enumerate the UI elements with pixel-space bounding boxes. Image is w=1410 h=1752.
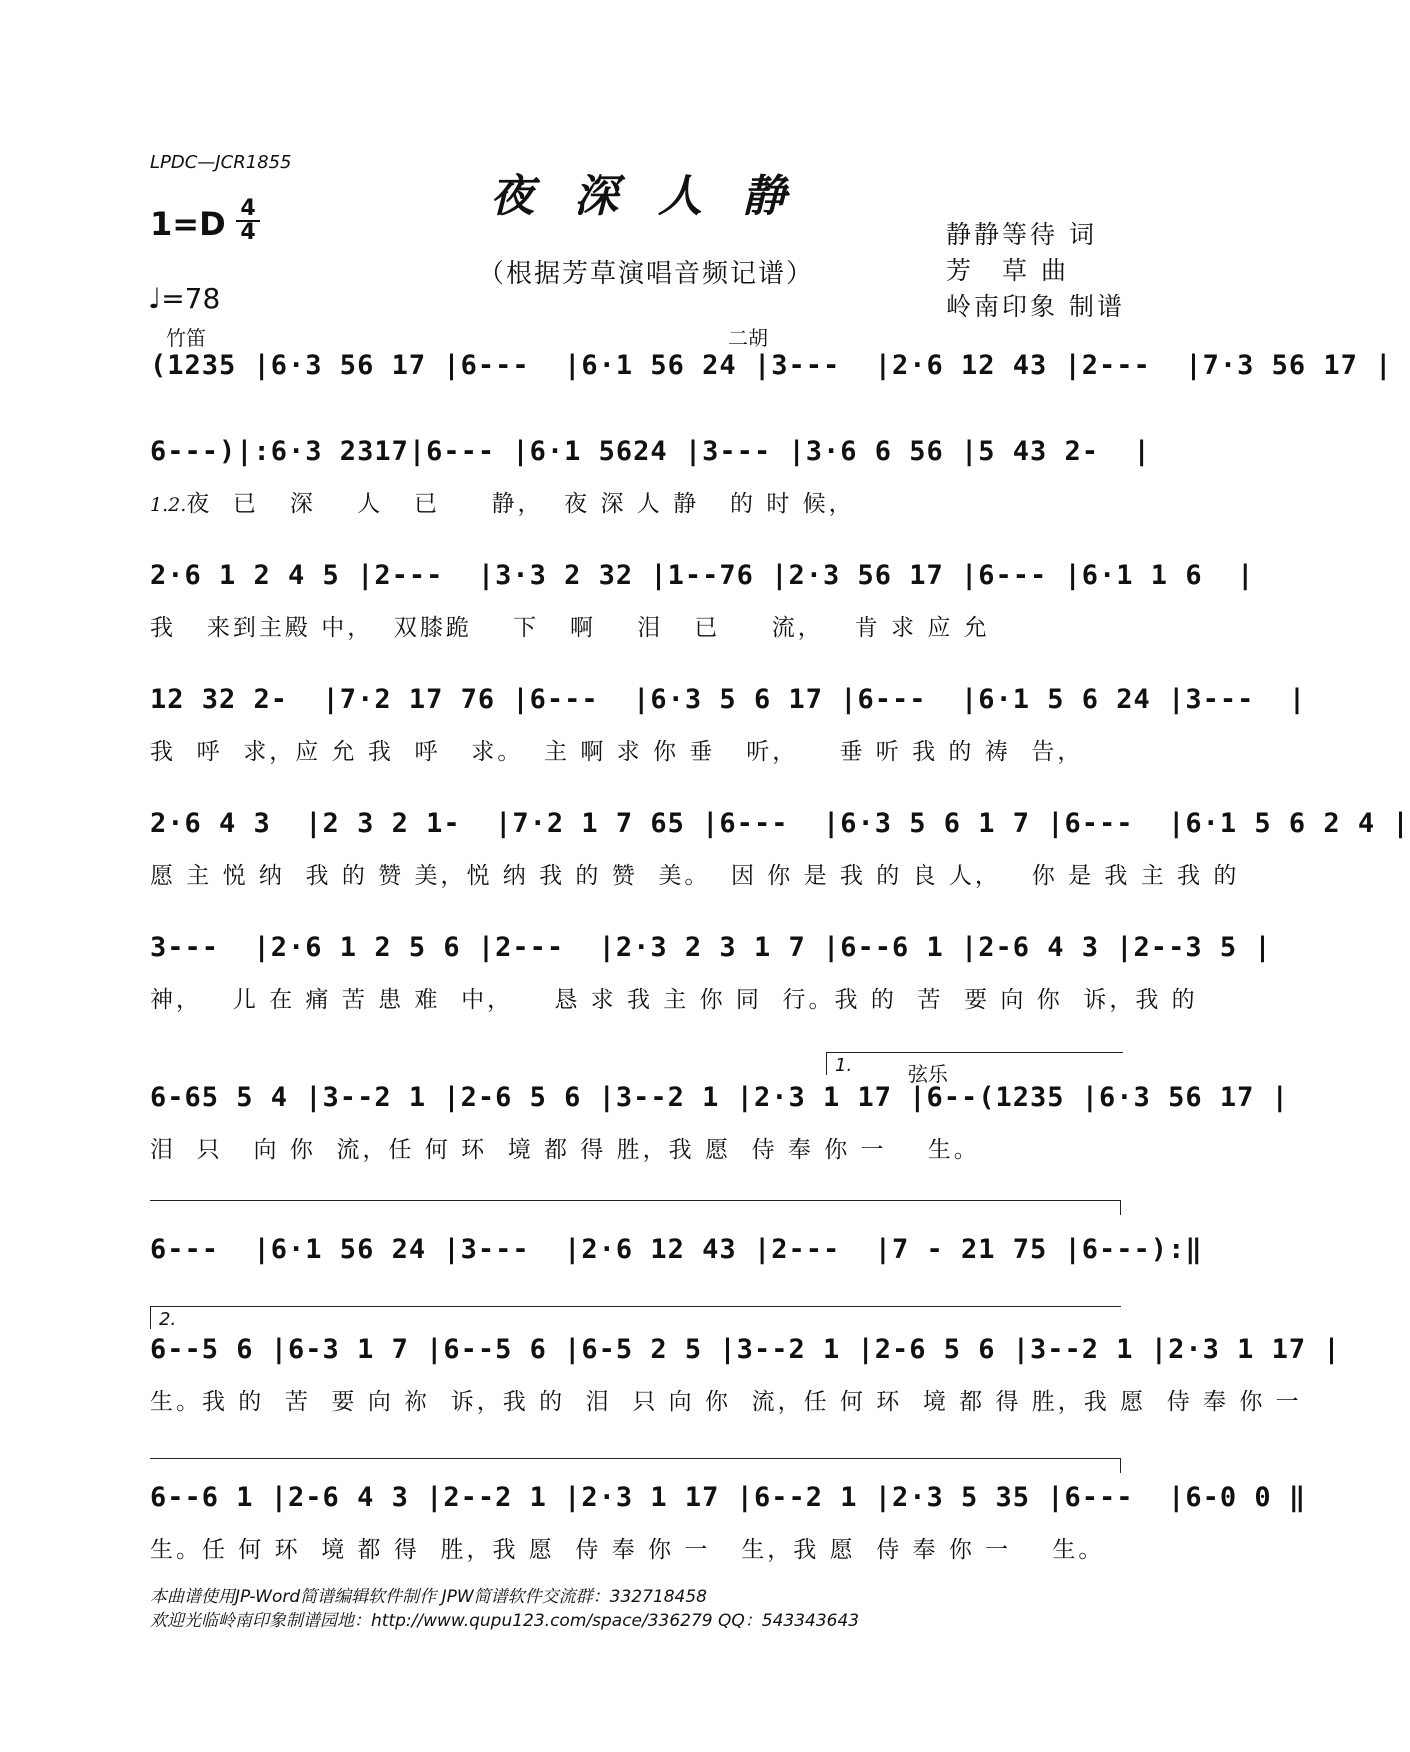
score-system-7 [150,1082,1289,1164]
score-system-3 [150,560,1255,642]
score-system-1 [150,350,1393,381]
score-system-9 [150,1334,1341,1416]
tempo-mark: ♩=78 [148,282,221,315]
score-system-5 [150,808,1410,890]
instrument-flute-label: 竹笛 [166,326,206,350]
footer-website-note: 欢迎光临岭南印象制谱园地：http://www.qupu123.com/space/336279 QQ：543343643 [150,1611,860,1631]
time-signature-bottom: 4 [240,220,256,245]
volta-2-continuation [150,1458,1121,1473]
time-signature [236,198,260,244]
score-system-2 [150,436,1151,518]
score-system-8 [150,1234,1203,1265]
lyric-line: 愿 主 悦 纳 我 的 赞 美，悦 纳 我 的 赞 美。 因 你 是 我 的 良 人， 你 是 我 主 我 的 [150,863,1240,889]
notation-line: 6--6 1 |2-6 4 3 |2--2 1 |2·3 1 17 |6--2 1 |2·3 5 35 |6--- |6-0 0 ‖ [150,1482,1307,1513]
lyric-line: 泪 只 向 你 流，任 何 环 境 都 得 胜，我 愿 侍 奉 你 一 生。 [150,1137,980,1163]
notation-line: 6--- |6·1 56 24 |3--- |2·6 12 43 |2--- |7 - 21 75 |6---):‖ [150,1234,1203,1265]
lyric-line: 生。任 何 环 境 都 得 胜，我 愿 侍 奉 你 一 生，我 愿 侍 奉 你 一 生。 [150,1537,1105,1563]
notation-line: 2·6 1 2 4 5 |2--- |3·3 2 32 |1--76 |2·3 56 17 |6--- |6·1 1 6 | [150,560,1255,591]
lyric-text: 夜 已 深 人 已 静， 夜 深 人 静 的 时 候， [186,491,855,517]
verse-marker: 1.2. [150,494,187,516]
notation-line: 2·6 4 3 |2 3 2 1- |7·2 1 7 65 |6--- |6·3 5 6 1 7 |6--- |6·1 5 6 2 4 | [150,808,1410,839]
notation-line: 6--5 6 |6-3 1 7 |6--5 6 |6-5 2 5 |3--2 1 |2-6 5 6 |3--2 1 |2·3 1 17 | [150,1334,1341,1365]
volta-bracket-2 [150,1306,1121,1329]
notation-line: 3--- |2·6 1 2 5 6 |2--- |2·3 2 3 1 7 |6--6 1 |2-6 4 3 |2--3 5 | [150,932,1272,963]
score-system-4 [150,684,1307,766]
volta-bracket-1 [826,1052,1123,1075]
score-subtitle: （根据芳草演唱音频记谱） [478,259,815,289]
instrument-erhu-label: 二胡 [728,326,768,350]
notation-line: 6-65 5 4 |3--2 1 |2-6 5 6 |3--2 1 |2·3 1 17 |6--(1235 |6·3 56 17 | [150,1082,1289,1113]
score-system-6 [150,932,1272,1014]
credit-composer: 芳 草 曲 [946,256,1069,285]
lyric-line: 我 呼 求，应 允 我 呼 求。 主 啊 求 你 垂 听， 垂 听 我 的 祷 告， [150,739,1084,765]
notation-line: 12 32 2- |7·2 17 76 |6--- |6·3 5 6 17 |6--- |6·1 5 6 24 |3--- | [150,684,1307,715]
time-signature-top: 4 [236,198,260,222]
footer-software-note: 本曲谱使用JP-Word简谱编辑软件制作 JPW简谱软件交流群：332718458 [150,1587,707,1607]
credit-arranger: 岭南印象 制谱 [946,292,1125,321]
lyric-line [150,485,1118,518]
instrument-strings-label: 弦乐 [908,1062,948,1086]
score-title: 夜深人静 [490,171,826,222]
credit-lyricist: 静静等待 词 [946,220,1097,249]
lyric-line: 我 来到主殿 中， 双膝跪 下 啊 泪 已 流， 肯 求 应 允 [150,615,990,641]
volta-2-label: 2. [159,1309,177,1330]
lyric-line: 神， 儿 在 痛 苦 患 难 中， 恳 求 我 主 你 同 行。我 的 苦 要 向 你 诉，我 的 [150,987,1198,1013]
volta-1-label: 1. [835,1055,853,1076]
notation-line: 6---)|:6·3 2317|6--- |6·1 5624 |3--- |3·6 6 56 |5 43 2- | [150,436,1151,467]
score-code: LPDC—JCR1855 [150,152,292,173]
notation-line: (1235 |6·3 56 17 |6--- |6·1 56 24 |3--- |2·6 12 43 |2--- |7·3 56 17 | [150,350,1393,381]
key-signature: 1=D [150,205,226,243]
score-system-10 [150,1482,1307,1564]
lyric-line: 生。我 的 苦 要 向 祢 诉，我 的 泪 只 向 你 流，任 何 环 境 都 得 胜，我 愿 侍 奉 你 一 [150,1389,1302,1415]
volta-1-continuation [150,1200,1121,1215]
